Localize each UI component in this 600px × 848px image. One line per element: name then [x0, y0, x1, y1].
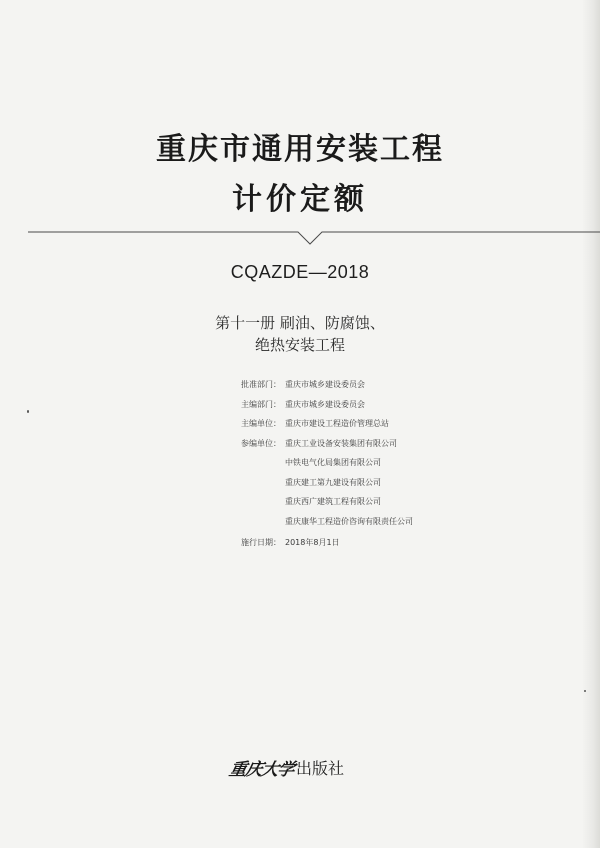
- date-value: 2018年8月1日: [285, 538, 340, 547]
- publisher-press: 出版社: [296, 758, 345, 778]
- participants-label: 参编单位：: [241, 438, 281, 448]
- volume-title-line-1: 第十一册 刷油、防腐蚀、: [215, 314, 385, 332]
- editor-dept-label: 主编部门：: [241, 399, 281, 409]
- editor-unit-value: 重庆市建设工程造价管理总站: [285, 419, 389, 428]
- info-row-editor-unit: [241, 418, 413, 438]
- publisher-logo: 重庆大学: [227, 759, 296, 780]
- editor-unit-label: 主编单位：: [241, 419, 281, 428]
- title-line-2: 计价定额: [232, 182, 368, 217]
- participant-item: 重庆工业设备安装集团有限公司: [285, 438, 397, 448]
- info-row-participant: [241, 496, 413, 516]
- scan-speck: [27, 410, 29, 413]
- volume-title-line-2: 绝热安装工程: [254, 336, 345, 354]
- publisher: [227, 752, 345, 782]
- standard-code: CQAZDE—2018: [230, 262, 370, 282]
- info-row-date: [241, 537, 413, 557]
- info-row-participant: [241, 516, 413, 536]
- participant-item: 中铁电气化局集团有限公司: [285, 458, 381, 467]
- info-row-approve: [241, 379, 413, 399]
- editor-dept-value: 重庆市城乡建设委员会: [285, 399, 365, 409]
- publication-info: [241, 379, 413, 557]
- approve-value: 重庆市城乡建设委员会: [285, 380, 365, 389]
- participant-item: 重庆建工第九建设有限公司: [285, 477, 381, 487]
- date-label: 施行日期：: [241, 538, 281, 547]
- info-row-editor-dept: [241, 399, 413, 419]
- title-line-1: 重庆市通用安装工程: [156, 132, 444, 167]
- scan-speck: [584, 690, 586, 692]
- info-row-participant: [241, 438, 413, 458]
- info-row-participant: [241, 457, 413, 477]
- info-row-participant: [241, 477, 413, 497]
- approve-label: 批准部门：: [241, 380, 281, 389]
- title-divider: [28, 226, 600, 250]
- participant-item: 重庆康华工程造价咨询有限责任公司: [285, 516, 413, 526]
- participant-item: 重庆西广建筑工程有限公司: [285, 497, 381, 506]
